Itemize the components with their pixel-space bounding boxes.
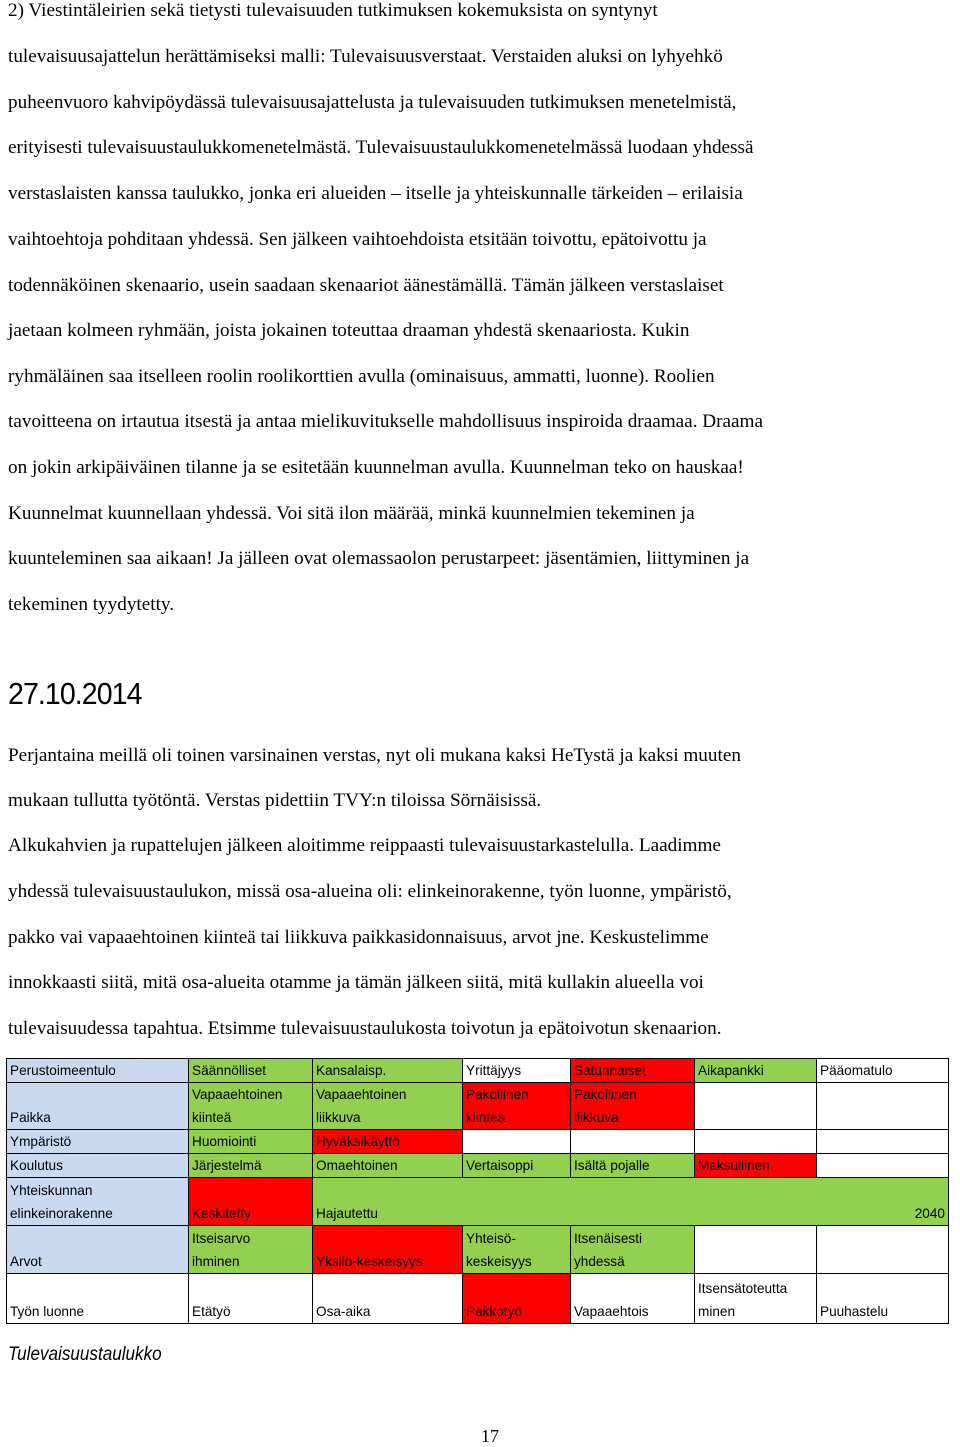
table-cell-text: Hyväksikäyttö [316, 1134, 400, 1149]
table-cell [313, 1226, 463, 1274]
table-cell-line: Pakollinen [466, 1087, 529, 1102]
table-cell-text: Osa-aika [316, 1304, 371, 1319]
table-row [7, 1226, 949, 1274]
table-cell-line: Itseisarvo [192, 1231, 251, 1246]
table-cell [189, 1226, 313, 1274]
table-cell [817, 1083, 949, 1130]
table-cell [817, 1130, 949, 1154]
text-line: vaihtoehtoja pohditaan yhdessä. Sen jälkeen vaihtoehdoista etsitään toivottu, epätoivottu ja [8, 229, 707, 250]
table-cell [463, 1274, 571, 1324]
text-line: Kuunnelmat kuunnellaan yhdessä. Voi sitä ilon määrää, minkä kuunnelmien tekeminen ja [8, 503, 695, 524]
text-line: tavoitteena on irtautua itsestä ja antaa mielikuvitukselle mahdollisuus inspiroida draamaa. Draama [8, 411, 764, 432]
table-cell-line: yhdessä [574, 1254, 625, 1269]
table-cell-text: Arvot [10, 1254, 42, 1269]
table-row [7, 1130, 949, 1154]
table-cell [695, 1083, 817, 1130]
table-cell [189, 1130, 313, 1154]
table-row [7, 1154, 949, 1178]
table-cell [189, 1083, 313, 1130]
table-cell-text: Säännölliset [192, 1063, 267, 1078]
table-cell-text: Satunnaiset [574, 1063, 646, 1078]
text-line: Alkukahvien ja rupattelujen jälkeen aloitimme reippaasti tulevaisuustarkastelulla. Laadimme [8, 835, 721, 856]
table-caption: Tulevaisuustaulukko [8, 1344, 162, 1365]
table-cell-text: Työn luonne [10, 1304, 85, 1319]
table-cell [313, 1130, 463, 1154]
text-line: tulevaisuusajattelun herättämiseksi malli: Tulevaisuusverstaat. Verstaiden aluksi on lyhyehkö [8, 46, 723, 67]
table-cell [571, 1154, 695, 1178]
text-line: verstaslaisten kanssa taulukko, jonka eri alueiden – itselle ja yhteiskunnalle tärkeiden – erilaisia [8, 183, 743, 204]
table-cell-year: 2040 [914, 1206, 945, 1221]
table-cell [189, 1154, 313, 1178]
text-line: mukaan tullutta työtöntä. Verstas pidettiin TVY:n tiloissa Sörnäisissä. [8, 790, 542, 811]
table-cell [571, 1274, 695, 1324]
table-cell-line: Itsenäisesti [574, 1231, 643, 1246]
table-cell [695, 1226, 817, 1274]
table-cell-text: Vertaisoppi [466, 1158, 534, 1173]
table-cell [313, 1154, 463, 1178]
table-cell-text: Paikka [10, 1110, 51, 1125]
table-cell-line: Itsensätoteutta [698, 1281, 788, 1296]
table-cell-line: Yhteiskunnan [10, 1183, 93, 1198]
table-cell [313, 1083, 463, 1130]
text-line: 2) Viestintäleirien sekä tietysti tulevaisuuden tutkimuksen kokemuksista on syntynyt [8, 0, 658, 21]
table-cell-text: Etätyö [192, 1304, 231, 1319]
text-line: puheenvuoro kahvipöydässä tulevaisuusajattelusta ja tulevaisuuden tutkimuksen menetelmistä, [8, 92, 737, 113]
table-row [7, 1178, 949, 1226]
table-row-label [7, 1130, 189, 1154]
text-line: tekeminen tyydytetty. [8, 594, 175, 615]
table-cell [695, 1059, 817, 1083]
table-cell [189, 1178, 313, 1226]
text-line: innokkaasti siitä, mitä osa-alueita otamme ja tämän jälkeen siitä, mitä kullakin alueella voi [8, 972, 704, 993]
text-line: pakko vai vapaaehtoinen kiinteä tai liikkuva paikkasidonnaisuus, arvot jne. Keskustelimme [8, 927, 709, 948]
table-cell [463, 1226, 571, 1274]
table-row [7, 1083, 949, 1130]
table-cell [313, 1059, 463, 1083]
table-cell [463, 1154, 571, 1178]
text-line: yhdessä tulevaisuustaulukon, missä osa-alueina oli: elinkeinorakenne, työn luonne, ympäristö, [8, 881, 732, 902]
table-cell-line: Vapaaehtoinen [192, 1087, 283, 1102]
table-cell [571, 1059, 695, 1083]
table-cell-line: liikkuva [574, 1110, 619, 1125]
table-cell-line: liikkuva [316, 1110, 361, 1125]
text-line: Perjantaina meillä oli toinen varsinainen verstas, nyt oli mukana kaksi HeTystä ja kaksi muuten [8, 745, 741, 766]
page-number: 17 [481, 1426, 499, 1446]
table-cell [817, 1059, 949, 1083]
table-cell [313, 1178, 949, 1226]
table-row [7, 1059, 949, 1083]
table-cell-line: Pakollinen [574, 1087, 637, 1102]
table-row-label [7, 1226, 189, 1274]
table-cell [695, 1130, 817, 1154]
table-cell-line: kiinteä [466, 1110, 506, 1125]
table-cell-text: Ympäristö [10, 1134, 72, 1149]
table-cell-text: Pääomatulo [820, 1063, 893, 1078]
table-cell-text: Hajautettu [316, 1206, 378, 1221]
table-cell-line: elinkeinorakenne [10, 1206, 113, 1221]
table-cell [817, 1154, 949, 1178]
table-cell [571, 1226, 695, 1274]
table-cell-text: Kansalaisp. [316, 1063, 387, 1078]
table-cell [189, 1059, 313, 1083]
table-cell-text: Koulutus [10, 1158, 63, 1173]
text-line: erityisesti tulevaisuustaulukkomenetelmästä. Tulevaisuustaulukkomenetelmässä luodaan yhdessä [8, 137, 754, 158]
text-line: ryhmäläinen saa itselleen roolin roolikorttien avulla (ominaisuus, ammatti, luonne). Roolien [8, 366, 715, 387]
table-cell [571, 1130, 695, 1154]
text-line: todennäköinen skenaario, usein saadaan skenaariot äänestämällä. Tämän jälkeen verstaslaiset [8, 275, 724, 296]
table-cell-text: Isältä pojalle [574, 1158, 650, 1173]
table-row-label [7, 1059, 189, 1083]
table-row [7, 1274, 949, 1324]
table-cell [189, 1274, 313, 1324]
table-cell-text: Puuhastelu [820, 1304, 889, 1319]
table-cell [695, 1274, 817, 1324]
table-cell-line: Vapaaehtoinen [316, 1087, 407, 1102]
table-cell-text: Järjestelmä [192, 1158, 262, 1173]
text-line: kuunteleminen saa aikaan! Ja jälleen ovat olemassaolon perustarpeet: jäsentämien, liittyminen ja [8, 548, 750, 569]
table-cell-text: Omaehtoinen [316, 1158, 398, 1173]
table-cell [463, 1130, 571, 1154]
text-line: jaetaan kolmeen ryhmään, joista jokainen toteuttaa draaman yhdestä skenaariosta. Kukin [8, 320, 690, 341]
table-cell [817, 1274, 949, 1324]
table-cell [313, 1274, 463, 1324]
table-cell [817, 1226, 949, 1274]
future-table [6, 1058, 949, 1324]
table-row-label [7, 1083, 189, 1130]
table-cell-text: Aikapankki [698, 1063, 764, 1078]
table-row-label [7, 1274, 189, 1324]
table-cell-line: minen [698, 1304, 736, 1319]
table-cell-text: Huomiointi [192, 1134, 257, 1149]
table-cell-text: Yksilö-keskeisyys [316, 1254, 423, 1269]
table-cell-text: Pakkotyö [466, 1304, 522, 1319]
table-row-label [7, 1154, 189, 1178]
table-cell-line: Yhteisö- [466, 1231, 516, 1246]
table-cell-text: Yrittäjyys [466, 1063, 522, 1078]
table-cell-line: ihminen [192, 1254, 240, 1269]
date-heading: 27.10.2014 [8, 676, 142, 711]
table-row-label [7, 1178, 189, 1226]
table-cell [463, 1059, 571, 1083]
table-cell [463, 1083, 571, 1130]
text-line: on jokin arkipäiväinen tilanne ja se esitetään kuunnelman avulla. Kuunnelman teko on hauskaa! [8, 457, 744, 478]
table-cell-text: Maksullinen [698, 1158, 770, 1173]
table-cell-text: Vapaaehtois [574, 1304, 649, 1319]
table-cell-line: keskeisyys [466, 1254, 532, 1269]
table-cell-text: Perustoimeentulo [10, 1063, 116, 1078]
table-cell-line: kiinteä [192, 1110, 232, 1125]
table-cell-text: Keskitetty [192, 1206, 251, 1221]
table-cell [695, 1154, 817, 1178]
table-cell [571, 1083, 695, 1130]
text-line: tulevaisuudessa tapahtua. Etsimme tulevaisuustaulukosta toivotun ja epätoivotun skenaarion. [8, 1018, 722, 1039]
